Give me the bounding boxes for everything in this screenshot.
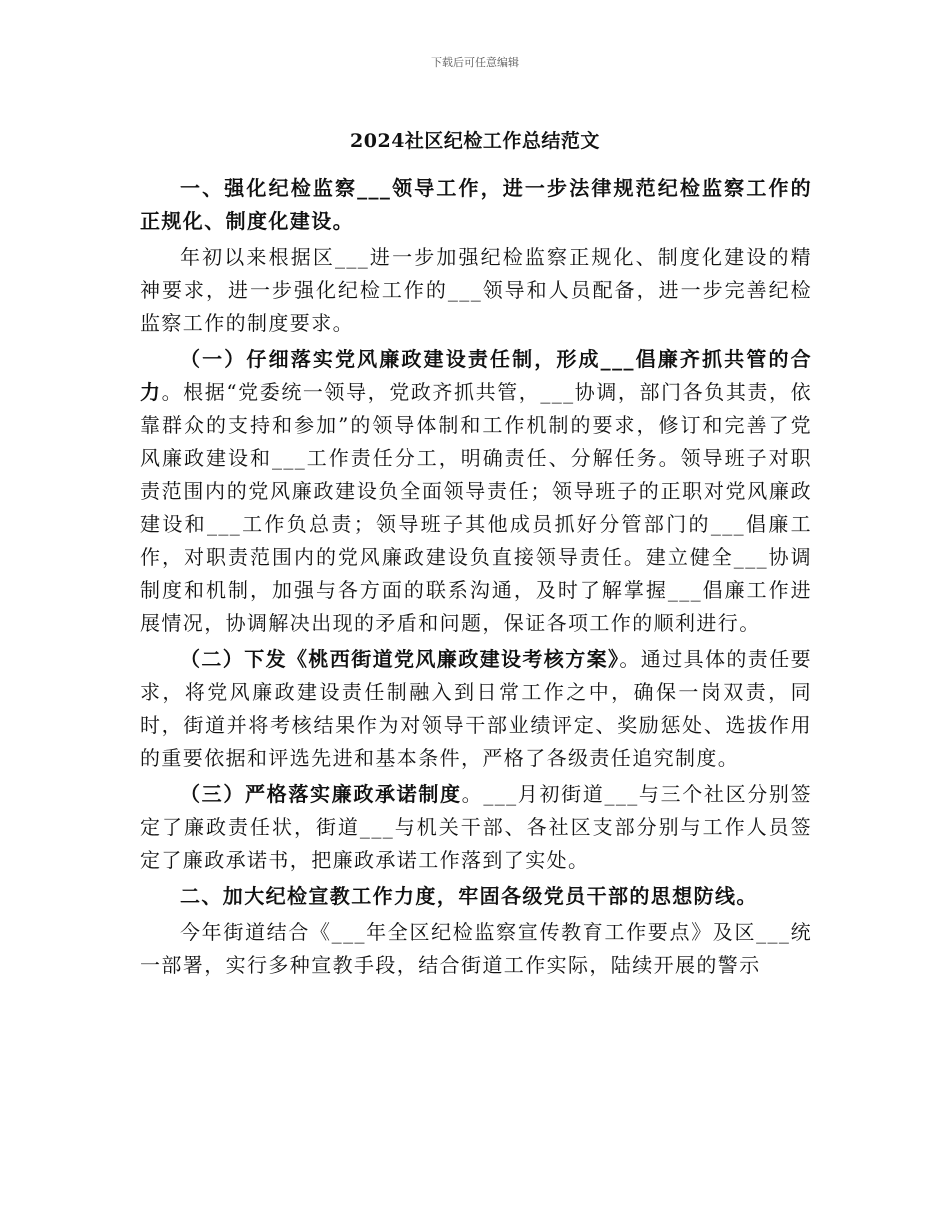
paragraph-1: 年初以来根据区___进一步加强纪检监察正规化、制度化建设的精神要求，进一步强化纪检工作的___领导和人员配备，进一步完善纪检监察工作的制度要求。 — [140, 245, 812, 335]
paragraph-2 — [140, 343, 812, 640]
section-heading-1: 一、强化纪检监察___领导工作，进一步法律规范纪检监察工作的正规化、制度化建设。 — [140, 176, 812, 233]
paragraph-5: 今年街道结合《___年全区纪检监察宣传教育工作要点》及区___统一部署，实行多种宣教手段，结合街道工作实际，陆续开展的警示 — [140, 920, 812, 977]
paragraph-4 — [140, 778, 812, 877]
section-heading-2: 二、加大纪检宣教工作力度，牢固各级党员干部的思想防线。 — [180, 884, 758, 908]
paragraph-2-text: 。根据“党委统一领导，党政齐抓共管，___协调，部门各负其责，依靠群众的支持和参加”的领导体制和工作机制的要求，修订和完善了党风廉政建设和___工作责任分工，明确责任、分解任务。领导班子对职责范围内的党风廉政建设负全面领导责任；领导班子的正职对党风廉政建设和___工作负总责；领导班子其他成员抓好分管部门的___倡廉工作，对职责范围内的党风廉政建设负直接领导责任。建立健全___协调制度和机制，加强与各方面的联系沟通，及时了解掌握___倡廉工作进展情况，协调解决出现的矛盾和问题，保证各项工作的顺利进行。 — [140, 380, 812, 635]
header-note: 下载后可任意编辑 — [431, 56, 519, 69]
paragraph-2-lead: （一）仔细落实党风廉政建设责任制，形成___倡廉齐抓共管的合力 — [140, 347, 812, 404]
document-title: 2024社区纪检工作总结范文 — [350, 130, 600, 152]
paragraph-4-lead: （三）严格落实廉政承诺制度 — [180, 782, 462, 806]
paragraph-3-text: 。通过具体的责任要求，将党风廉政建设责任制融入到日常工作之中，确保一岗双责，同时，街道并将考核结果作为对领导干部业绩评定、奖励惩处、选拔作用的重要依据和评选先进和基本条件，严格了各级责任追究制度。 — [140, 647, 813, 770]
document-body — [140, 172, 812, 985]
paragraph-3-lead: （二）下发《桃西街道党风廉政建设考核方案》 — [180, 647, 620, 671]
paragraph-3 — [140, 643, 812, 775]
paragraph-4-text: 。___月初街道___与三个社区分别签定了廉政责任状，街道___与机关干部、各社区支部分别与工作人员签定了廉政承诺书，把廉政承诺工作落到了实处。 — [140, 782, 812, 872]
